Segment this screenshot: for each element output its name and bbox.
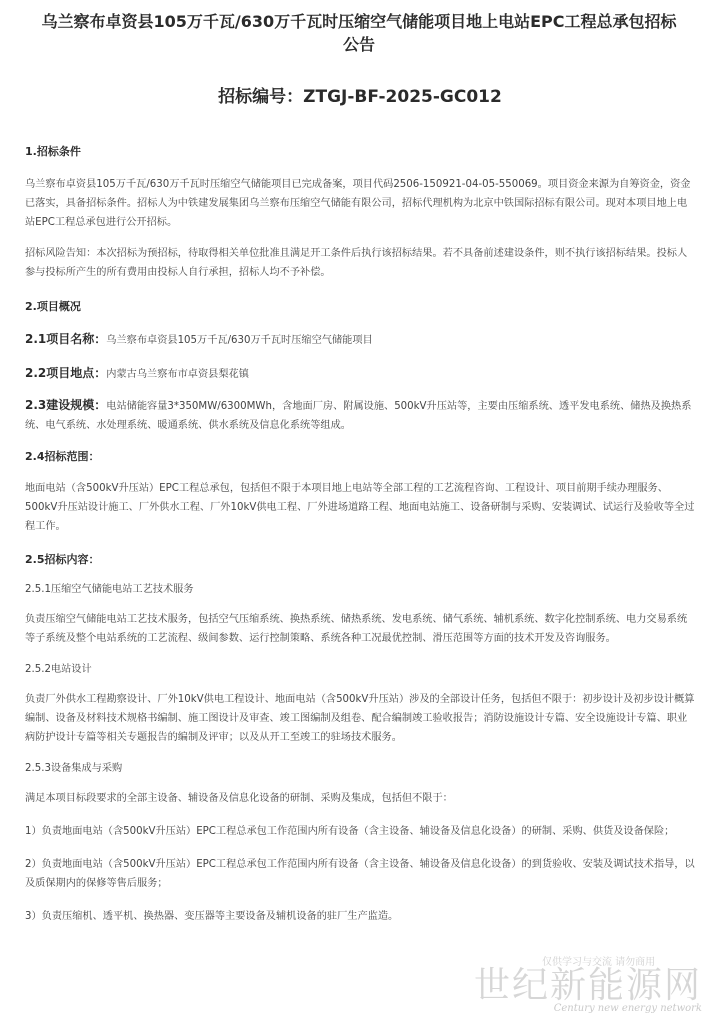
section-2-heading: 2.项目概况 [25,300,81,313]
watermark-subtitle: Century new energy network [553,1003,702,1014]
project-name-label: 2.1项目名称： [25,332,107,346]
tender-range-text: 地面电站（含500kV升压站）EPC工程总承包，包括但不限于本项目地上电站等全部工程的工艺流程咨询、工程设计、项目前期手续办理服务、500kV升压站设计施工、厂外供水工程、厂外10kV供电工程、厂外进场道路工程、地面电站施工、设备研制与采购、安装调试、试运行及验收等全过程工作。 [25,483,695,532]
project-name-value: 乌兰察布卓资县105万千瓦/630万千瓦时压缩空气储能项目 [106,335,373,346]
tender-code: 招标编号：ZTGJ-BF-2025-GC012 [218,87,502,107]
content-2-text: 负责厂外供水工程勘察设计、厂外10kV供电工程设计、地面电站（含500kV升压站）涉及的全部设计任务，包括但不限于：初步设计及初步设计概算编制、设备及材料技术规格书编制、施工图设计及审查、竣工图编制及组卷、配合编制竣工验收报告；消防设施设计专篇、安全设施设计专篇、职业病防护设计专篇等相关专题报告的编制及评审；以及从开工至竣工的驻场技术服务。 [25,694,695,743]
section-1-paragraph-1: 乌兰察布卓资县105万千瓦/630万千瓦时压缩空气储能项目已完成备案，项目代码2506-150921-04-05-550069。项目资金来源为自筹资金，资金已落实，具备招标条件。招标人为中铁建发展集团乌兰察布压缩空气储能有限公司，招标代理机构为北京中铁国际招标有限公司。现对本项目地上电站EPC工程总承包进行公开招标。 [25,179,691,228]
content-3-item-2: 2）负责地面电站（含500kV升压站）EPC工程总承包工作范围内所有设备（含主设备、辅设备及信息化设备）的到货验收、安装及调试技术指导，以及质保期内的保修等售后服务； [25,859,695,889]
content-1-heading: 2.5.1压缩空气储能电站工艺技术服务 [25,584,194,595]
project-location-value: 内蒙古乌兰察布市卓资县梨花镇 [106,369,249,380]
page-title: 乌兰察布卓资县105万千瓦/630万千瓦时压缩空气储能项目地上电站EPC工程总承包招标公告 [41,12,677,54]
content-2-heading: 2.5.2电站设计 [25,664,92,675]
project-scale-row [25,396,695,435]
section-1-risk-notice: 招标风险告知：本次招标为预招标，待取得相关单位批准且满足开工条件后执行该招标结果。若不具备前述建设条件，则不执行该招标结果。投标人参与投标所产生的所有费用由投标人自行承担，招标人均不予补偿。 [25,248,688,278]
site-watermark [473,957,702,1014]
project-location-label: 2.2项目地点： [25,366,107,380]
content-1-text: 负责压缩空气储能电站工艺技术服务，包括空气压缩系统、换热系统、储热系统、发电系统、储气系统、辅机系统、数字化控制系统、电力交易系统等子系统及整个电站系统的工艺流程、级间参数、运行控制策略、系统各种工况最优控制、滑压范围等方面的技术开发及咨询服务。 [25,614,688,644]
project-scale-label: 2.3建设规模： [25,398,107,412]
content-3-item-3: 3）负责压缩机、透平机、换热器、变压器等主要设备及辅机设备的驻厂生产监造。 [25,911,399,922]
project-scale-value: 电站储能容量3*350MW/6300MWh，含地面厂房、附属设施、500kV升压站等，主要由压缩系统、透平发电系统、储热及换热系统、电气系统、水处理系统、暖通系统、供水系统及信息化系统等组成。 [25,401,692,431]
project-location-row [25,365,695,383]
announcement-page [0,10,716,926]
content-3-heading: 2.5.3设备集成与采购 [25,763,123,774]
section-1-heading: 1.招标条件 [25,145,81,158]
watermark-logo-text: 世纪新能源网 [473,965,702,1006]
content-3-item-1: 1）负责地面电站（含500kV升压站）EPC工程总承包工作范围内所有设备（含主设备、辅设备及信息化设备）的研制、采购、供货及设备保险； [25,826,675,837]
project-name-row [25,331,695,349]
tender-range-heading: 2.4招标范围： [25,450,100,463]
watermark-notice: 仅供学习与交流 请勿商用 [542,957,656,968]
tender-content-heading: 2.5招标内容： [25,553,100,566]
content-3-intro: 满足本项目标段要求的全部主设备、辅设备及信息化设备的研制、采购及集成，包括但不限于： [25,793,453,804]
